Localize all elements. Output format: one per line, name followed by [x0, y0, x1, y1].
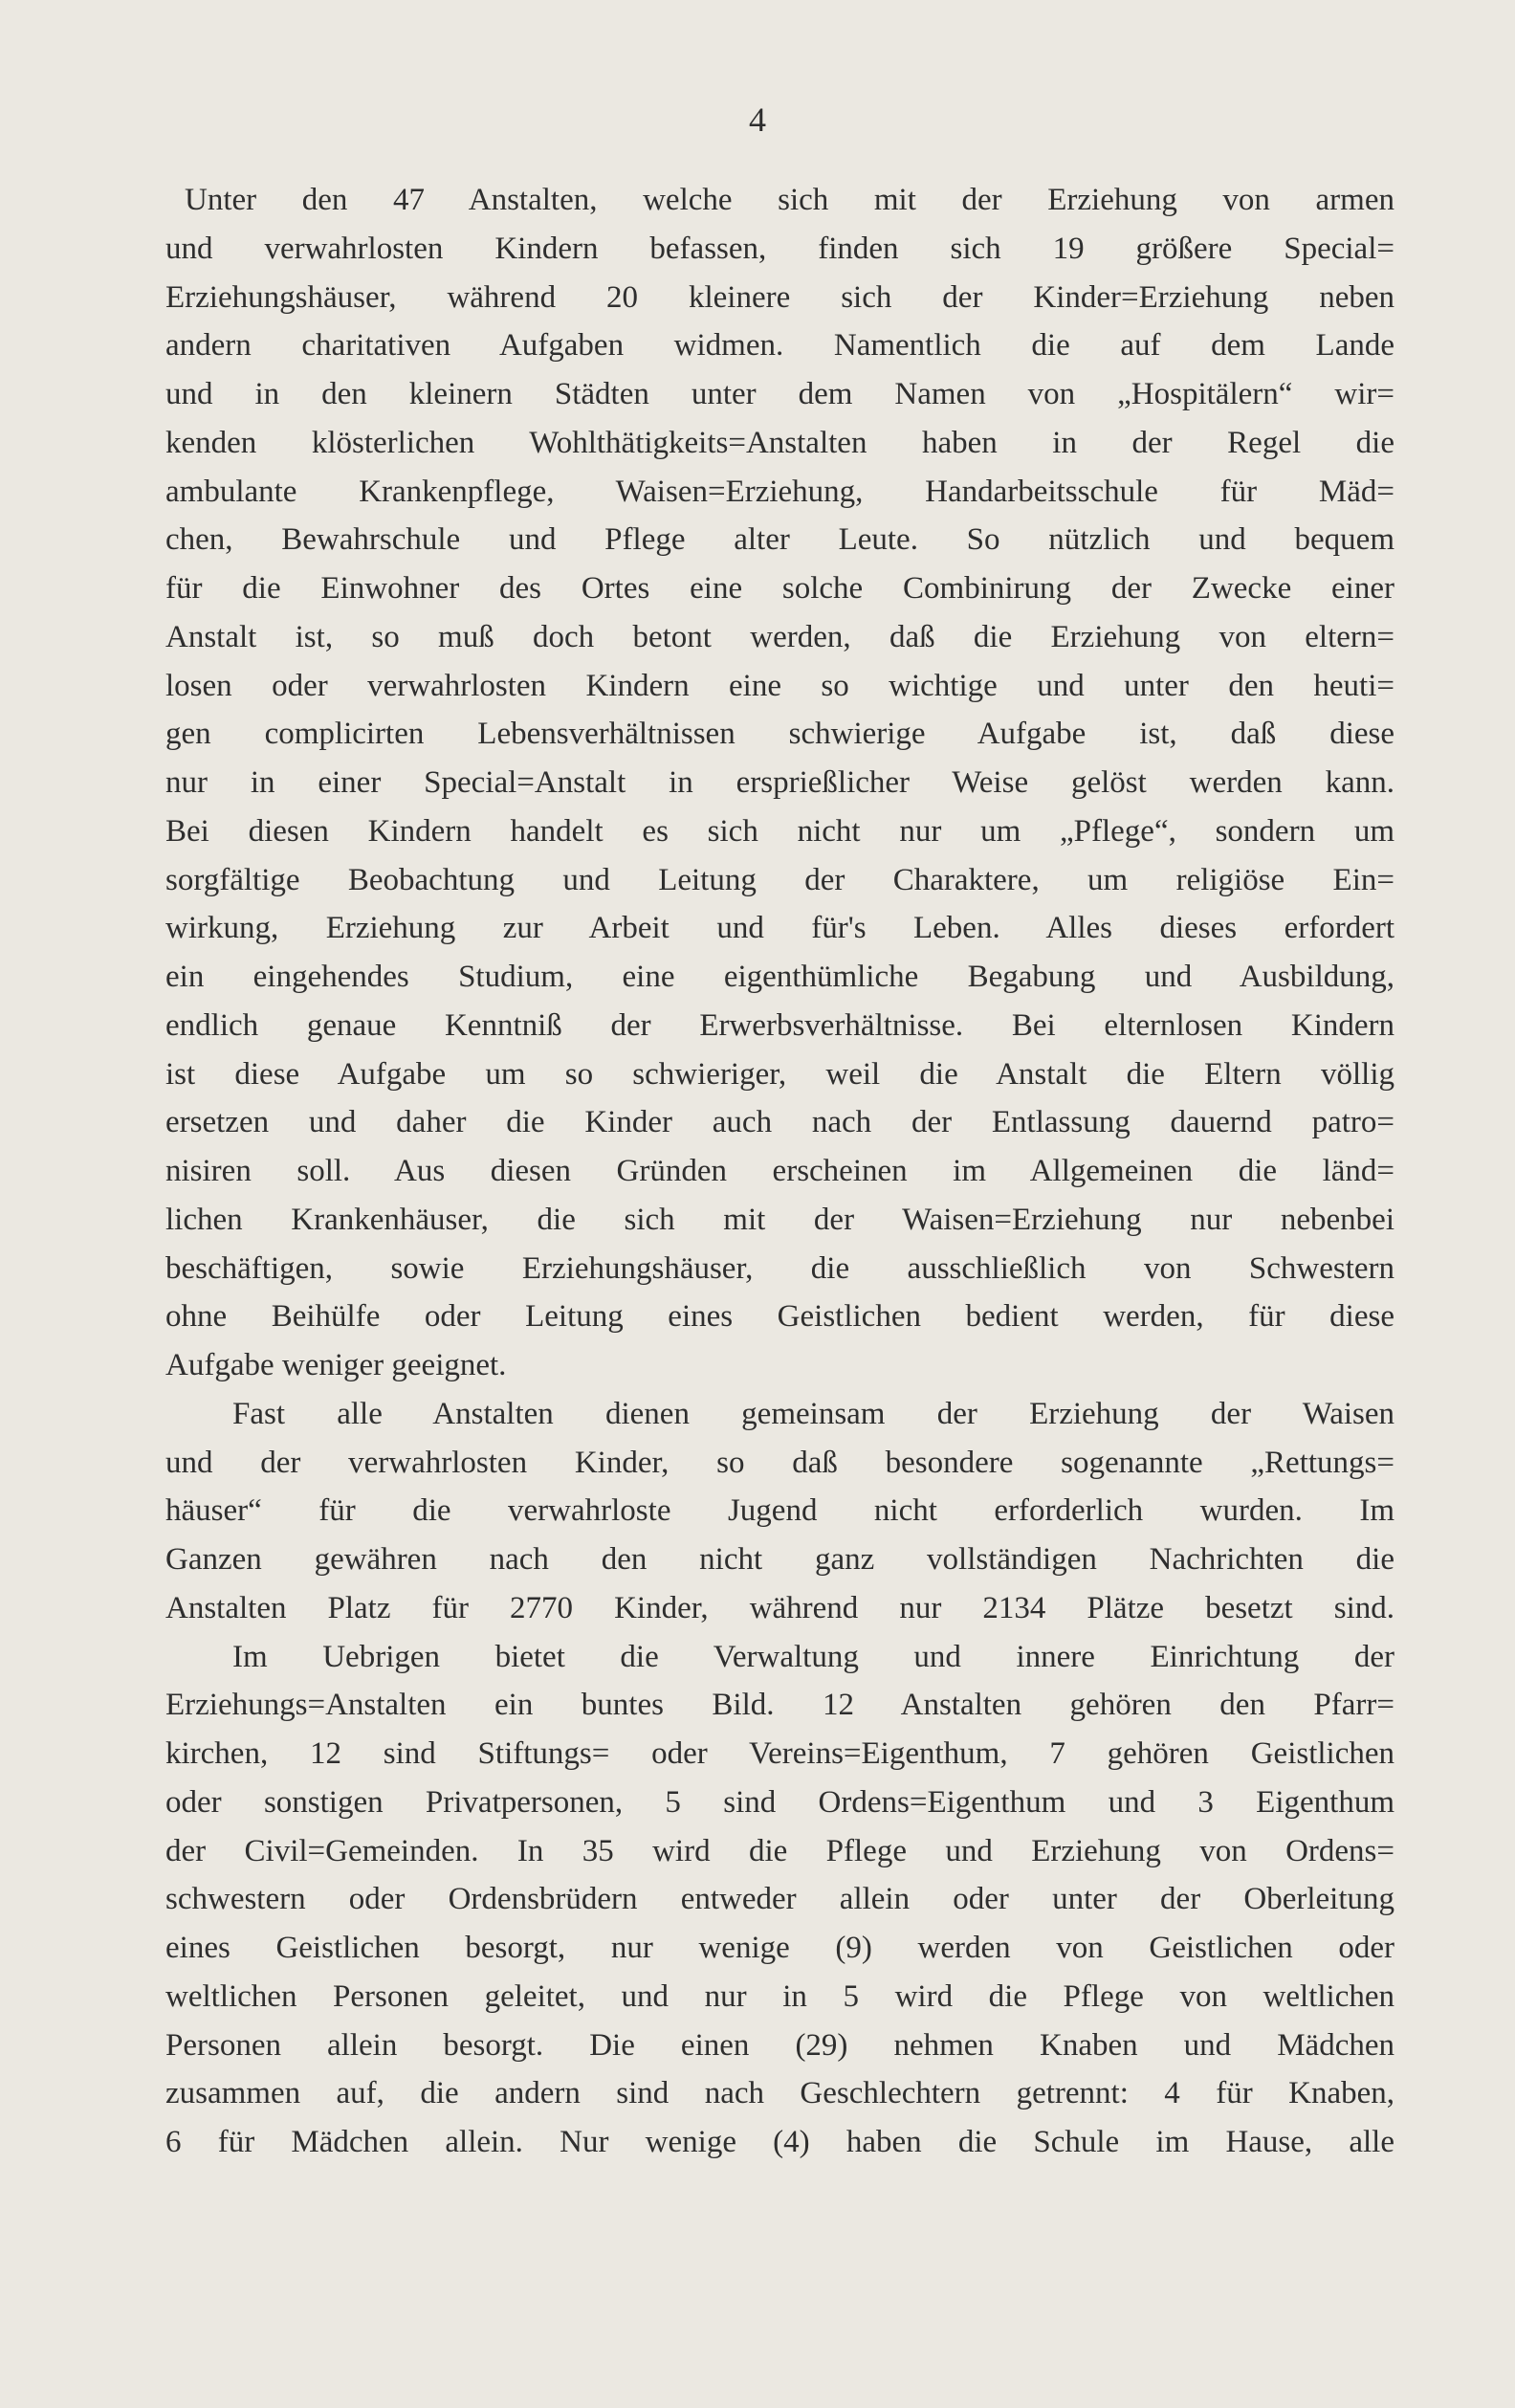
text-line: und verwahrlosten Kindern befassen, finden sich 19 größere Special=	[165, 231, 1394, 266]
text-line: Unter den 47 Anstalten, welche sich mit der Erziehung von armen	[185, 183, 1394, 217]
text-line: Aufgabe weniger geeignet.	[165, 1348, 507, 1382]
text-line: für die Einwohner des Ortes eine solche Combinirung der Zwecke einer	[165, 571, 1394, 606]
text-line: Anstalt ist, so muß doch betont werden, daß die Erziehung von eltern=	[165, 619, 1394, 654]
text-line: Anstalten Platz für 2770 Kinder, während nur 2134 Plätze besetzt sind.	[165, 1590, 1394, 1625]
page-number: 4	[749, 100, 766, 139]
text-line: Fast alle Anstalten dienen gemeinsam der Erziehung der Waisen	[232, 1396, 1394, 1431]
text-line: nisiren soll. Aus diesen Gründen erscheinen im Allgemeinen die länd=	[165, 1154, 1394, 1188]
text-line: Erziehungs=Anstalten ein buntes Bild. 12 Anstalten gehören den Pfarr=	[165, 1688, 1394, 1723]
text-line: weltlichen Personen geleitet, und nur in 5 wird die Pflege von weltlichen	[165, 1978, 1394, 2014]
text-line: gen complicirten Lebensverhältnissen schwierige Aufgabe ist, daß diese	[165, 717, 1394, 752]
text-line: Im Uebrigen bietet die Verwaltung und innere Einrichtung der	[232, 1639, 1394, 1674]
text-line: beschäftigen, sowie Erziehungshäuser, die ausschließlich von Schwestern	[165, 1250, 1394, 1286]
text-line: ist diese Aufgabe um so schwieriger, weil die Anstalt die Eltern völlig	[165, 1056, 1394, 1092]
text-line: nur in einer Special=Anstalt in ersprießlicher Weise gelöst werden kann.	[165, 765, 1394, 800]
text-line: Erziehungshäuser, während 20 kleinere sich der Kinder=Erziehung neben	[165, 279, 1394, 315]
text-line: endlich genaue Kenntniß der Erwerbsverhältnisse. Bei elternlosen Kindern	[165, 1007, 1394, 1043]
text-line: Ganzen gewähren nach den nicht ganz vollständigen Nachrichten die	[165, 1542, 1394, 1577]
text-line: und der verwahrlosten Kinder, so daß besondere sogenannte „Rettungs=	[165, 1445, 1394, 1480]
text-line: 6 für Mädchen allein. Nur wenige (4) haben die Schule im Hause, alle	[165, 2125, 1394, 2159]
text-line: zusammen auf, die andern sind nach Geschlechtern getrennt: 4 für Knaben,	[165, 2076, 1394, 2111]
text-line: kenden klösterlichen Wohlthätigkeits=Anstalten haben in der Regel die	[165, 425, 1394, 460]
text-line: losen oder verwahrlosten Kindern eine so wichtige und unter den heuti=	[165, 668, 1394, 703]
text-line: schwestern oder Ordensbrüdern entweder allein oder unter der Oberleitung	[165, 1882, 1394, 1917]
text-line: lichen Krankenhäuser, die sich mit der Waisen=Erziehung nur nebenbei	[165, 1202, 1394, 1237]
text-line: oder sonstigen Privatpersonen, 5 sind Ordens=Eigenthum und 3 Eigenthum	[165, 1784, 1394, 1820]
text-line: und in den kleinern Städten unter dem Namen von „Hospitälern“ wir=	[165, 377, 1394, 411]
text-line: andern charitativen Aufgaben widmen. Namentlich die auf dem Lande	[165, 328, 1394, 364]
text-line: sorgfältige Beobachtung und Leitung der Charaktere, um religiöse Ein=	[165, 862, 1394, 897]
text-line: kirchen, 12 sind Stiftungs= oder Vereins=Eigenthum, 7 gehören Geistlichen	[165, 1736, 1394, 1771]
text-line: chen, Bewahrschule und Pflege alter Leute. So nützlich und bequem	[165, 522, 1394, 558]
text-line: häuser“ für die verwahrloste Jugend nicht erforderlich wurden. Im	[165, 1493, 1394, 1529]
text-line: Personen allein besorgt. Die einen (29) nehmen Knaben und Mädchen	[165, 2027, 1394, 2063]
text-line: ambulante Krankenpflege, Waisen=Erziehung, Handarbeitsschule für Mäd=	[165, 474, 1394, 509]
text-line: wirkung, Erziehung zur Arbeit und für's Leben. Alles dieses erfordert	[165, 911, 1394, 946]
text-line: ein eingehendes Studium, eine eigenthümliche Begabung und Ausbildung,	[165, 960, 1394, 994]
text-line: ohne Beihülfe oder Leitung eines Geistlichen bedient werden, für diese	[165, 1299, 1394, 1335]
text-line: ersetzen und daher die Kinder auch nach der Entlassung dauernd patro=	[165, 1105, 1394, 1140]
text-line: eines Geistlichen besorgt, nur wenige (9) werden von Geistlichen oder	[165, 1931, 1394, 1965]
text-line: Bei diesen Kindern handelt es sich nicht nur um „Pflege“, sondern um	[165, 813, 1394, 849]
document-body	[165, 176, 1394, 2167]
text-line: der Civil=Gemeinden. In 35 wird die Pflege und Erziehung von Ordens=	[165, 1833, 1394, 1868]
